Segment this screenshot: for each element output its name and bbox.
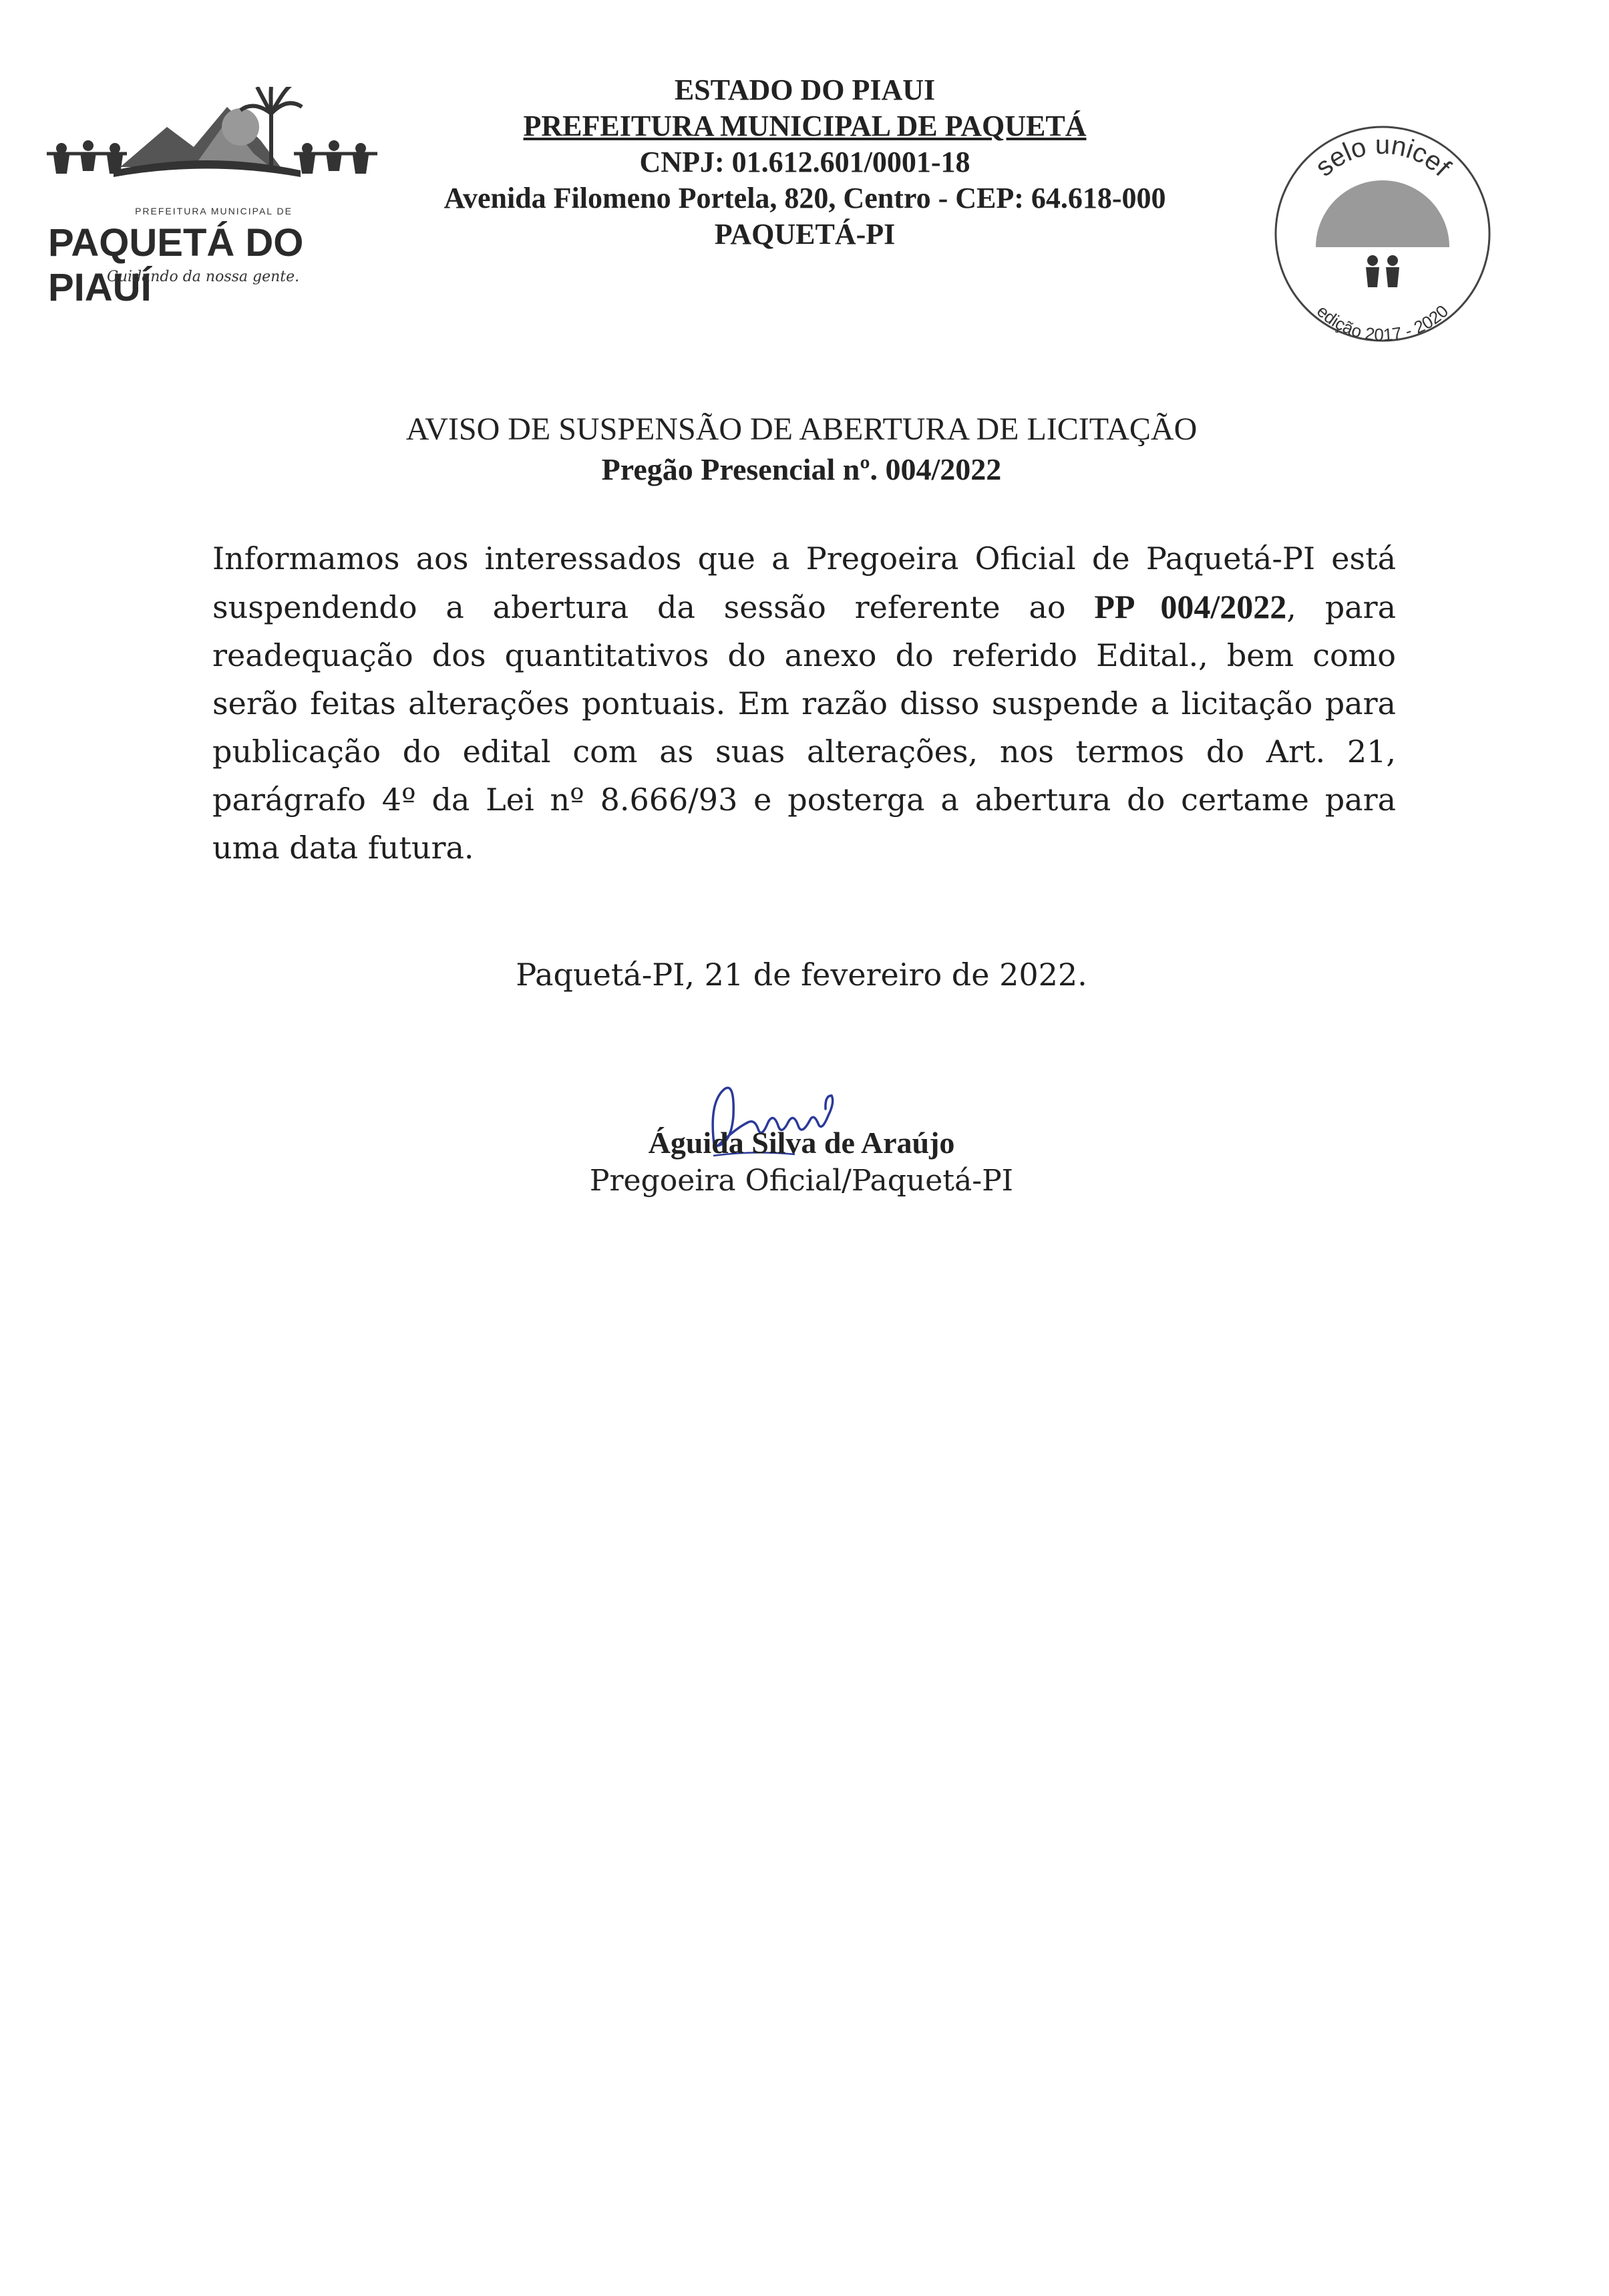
unicef-seal xyxy=(1262,120,1503,347)
svg-text:edição 2017 - 2020 xyxy=(1313,301,1452,345)
header-city: PAQUETÁ-PI xyxy=(714,218,896,251)
date-line: Paquetá-PI, 21 de fevereiro de 2022. xyxy=(516,957,1087,993)
signatory-name: Águida Silva de Araújo xyxy=(648,1126,955,1160)
logo-emblem-icon xyxy=(40,87,387,220)
header-cnpj: CNPJ: 01.612.601/0001-18 xyxy=(639,146,970,178)
logo-name: PAQUETÁ DO PIAUÍ xyxy=(48,221,304,309)
logo-slogan: Cuidando da nossa gente. xyxy=(107,269,300,285)
header-address: Avenida Filomeno Portela, 820, Centro - CEP: 64.618-000 xyxy=(443,182,1166,214)
title-main: AVISO DE SUSPENSÃO DE ABERTURA DE LICITAÇÃO xyxy=(405,412,1198,447)
seal-bottom-text: edição 2017 - 2020 xyxy=(1312,301,1453,345)
notice-body xyxy=(212,534,1396,872)
notice-title xyxy=(200,409,1403,489)
unicef-seal-icon xyxy=(1262,120,1503,347)
municipality-logo xyxy=(40,87,387,309)
header-state: ESTADO DO PIAUI xyxy=(674,73,936,106)
signatory-role: Pregoeira Oficial/Paquetá-PI xyxy=(589,1164,1014,1198)
body-part1: Informamos aos interessados que a Pregoeira Oficial de Paquetá-PI está suspendendo a abertura da sessão referente ao xyxy=(212,540,1396,625)
svg-text:selo unicef xyxy=(1310,130,1457,182)
title-sub: Pregão Presencial nº. 004/2022 xyxy=(601,452,1002,486)
body-part2: , para readequação dos quantitativos do anexo do referido Edital., bem como serão feitas alterações pontuais. Em razão disso suspende a licitação para publicação do edital com as suas alterações, nos termos do Art. 21, parágrafo 4º da Lei nº 8.666/93 e posterga a abertura do certame para uma data futura. xyxy=(212,589,1397,866)
seal-top-text: selo unicef xyxy=(1309,130,1456,182)
letterhead xyxy=(414,72,1196,253)
logo-subtitle: PREFEITURA MUNICIPAL DE xyxy=(135,206,293,216)
header-prefecture: PREFEITURA MUNICIPAL DE PAQUETÁ xyxy=(523,110,1087,142)
body-bold-reference: PP 004/2022 xyxy=(1094,588,1287,625)
